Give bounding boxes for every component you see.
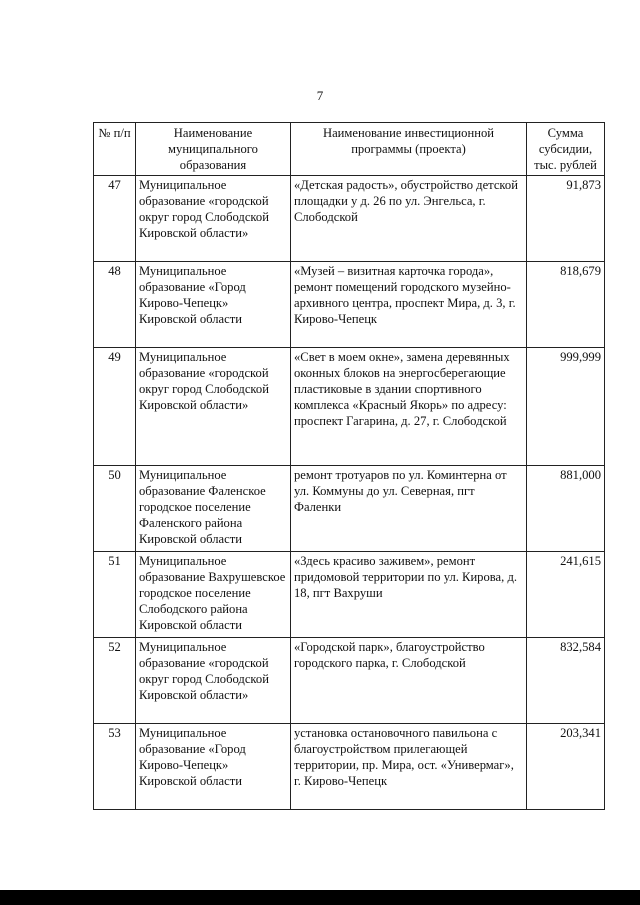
row-program: «Здесь красиво заживем», ремонт придомовой территории по ул. Кирова, д. 18, пгт Вахруши <box>291 552 527 638</box>
row-num: 51 <box>94 552 136 638</box>
row-program: «Свет в моем окне», замена деревянных оконных блоков на энергосберегающие пластиковые в здании спортивного комплекса «Красный Якорь» по адресу: проспект Гагарина, д. 27, г. Слободской <box>291 348 527 466</box>
row-num: 52 <box>94 638 136 724</box>
row-num: 49 <box>94 348 136 466</box>
table-row <box>94 262 605 348</box>
row-sum: 818,679 <box>527 262 605 348</box>
row-num: 48 <box>94 262 136 348</box>
row-sum: 91,873 <box>527 176 605 262</box>
row-municipality: Муниципальное образование «городской округ город Слободской Кировской области» <box>136 176 291 262</box>
row-program: установка остановочного павильона с благоустройством прилегающей территории, пр. Мира, ост. «Универмаг», г. Кирово-Чепецк <box>291 724 527 810</box>
row-num: 50 <box>94 466 136 552</box>
table-body <box>94 176 605 810</box>
table-row <box>94 638 605 724</box>
page-bottom-border <box>0 890 640 905</box>
table-row <box>94 552 605 638</box>
header-municipality: Наименование муниципального образования <box>136 123 291 176</box>
header-sum: Сумма субсидии, тыс. рублей <box>527 123 605 176</box>
table-header-row <box>94 123 605 176</box>
row-num: 53 <box>94 724 136 810</box>
row-sum: 881,000 <box>527 466 605 552</box>
row-program: ремонт тротуаров по ул. Коминтерна от ул. Коммуны до ул. Северная, пгт Фаленки <box>291 466 527 552</box>
page-number: 7 <box>316 88 324 103</box>
row-municipality: Муниципальное образование Фаленское городское поселение Фаленского района Кировской области <box>136 466 291 552</box>
row-sum: 241,615 <box>527 552 605 638</box>
row-sum: 999,999 <box>527 348 605 466</box>
row-municipality: Муниципальное образование «городской округ город Слободской Кировской области» <box>136 638 291 724</box>
table-row <box>94 724 605 810</box>
row-sum: 832,584 <box>527 638 605 724</box>
row-program: «Детская радость», обустройство детской площадки у д. 26 по ул. Энгельса, г. Слободской <box>291 176 527 262</box>
row-program: «Музей – визитная карточка города», ремонт помещений городского музейно-архивного центра, проспект Мира, д. 3, г. Кирово-Чепецк <box>291 262 527 348</box>
subsidy-table <box>93 122 605 810</box>
row-municipality: Муниципальное образование «Город Кирово-Чепецк» Кировской области <box>136 262 291 348</box>
table-row <box>94 176 605 262</box>
row-municipality: Муниципальное образование Вахрушевское городское поселение Слободского района Кировской области <box>136 552 291 638</box>
row-num: 47 <box>94 176 136 262</box>
row-sum: 203,341 <box>527 724 605 810</box>
header-program: Наименование инвестиционной программы (проекта) <box>291 123 527 176</box>
row-municipality: Муниципальное образование «Город Кирово-Чепецк» Кировской области <box>136 724 291 810</box>
header-num: № п/п <box>94 123 136 176</box>
row-program: «Городской парк», благоустройство городского парка, г. Слободской <box>291 638 527 724</box>
table-row <box>94 348 605 466</box>
row-municipality: Муниципальное образование «городской округ город Слободской Кировской области» <box>136 348 291 466</box>
table-row <box>94 466 605 552</box>
